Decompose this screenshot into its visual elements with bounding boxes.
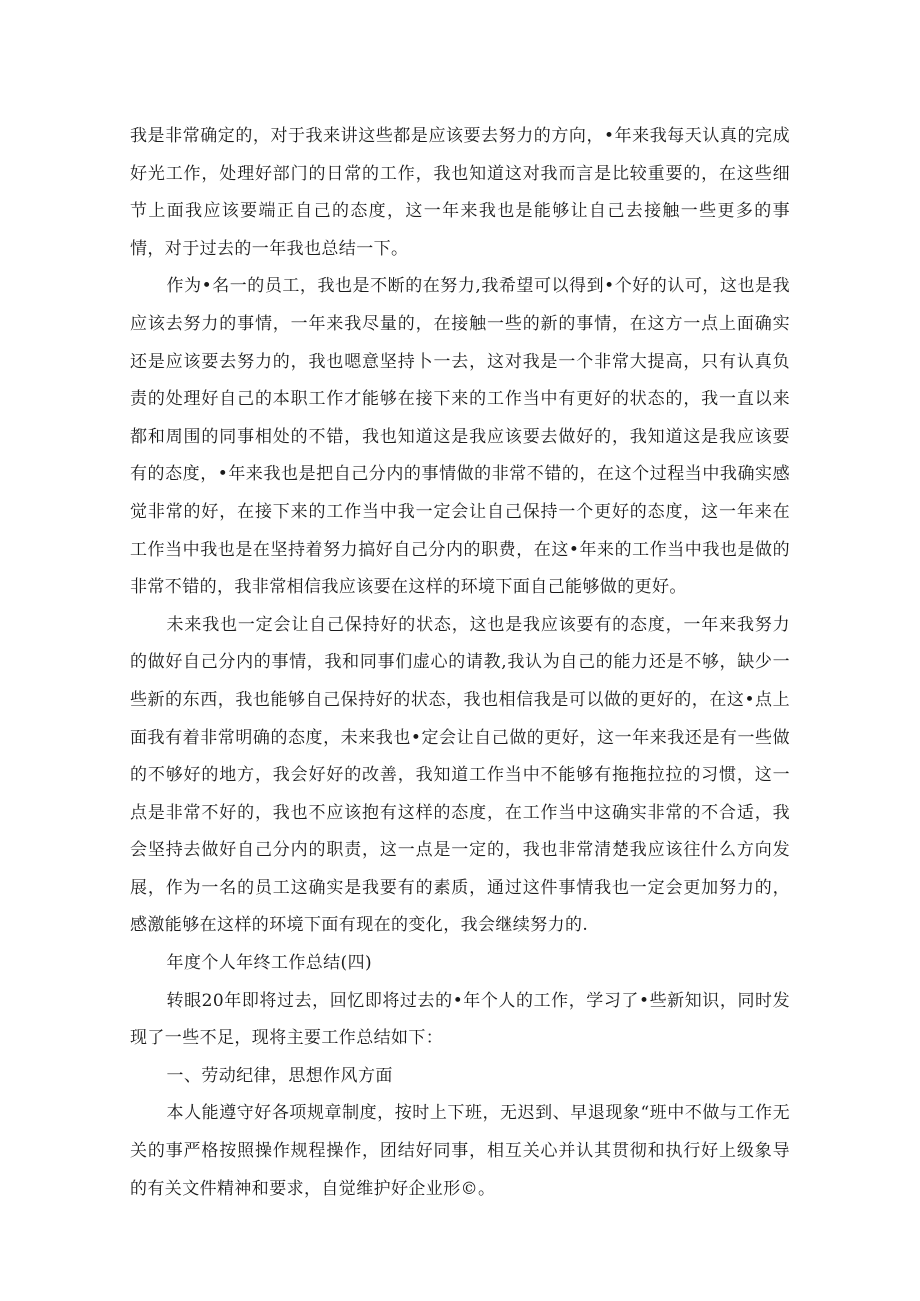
paragraph-continuation: 我是非常确定的，对于我来讲这些都是应该要去努力的方向，•年来我每天认真的完成好光工作，处理好部门的日常的工作，我也知道这对我而言是比较重要的，在这些细节上面我应该要端正自己的态度，这一年来我也是能够让自己去接触一些更多的事情，对于过去的一年我也总结一下。 [130, 126, 790, 259]
paragraph-discipline: 本人能遵守好各项规章制度，按时上下班，无迟到、早退现象“班中不做与工作无关的事严格按照操作规程操作，团结好同事，相互关心并认其贯彻和执行好上级象导的有关文件精神和要求，自觉维护好企业形©。 [130, 1103, 790, 1199]
document-body [130, 118, 790, 1208]
subheading-discipline: 一、劳动纪律，思想作风方面 [166, 1065, 393, 1086]
paragraph-future-plan: 未来我也一定会让自己保持好的状态，这也是我应该要有的态度，一年来我努力的做好自己分内的事情，我和同事们虚心的请教,我认为自己的能力还是不够，缺少一些新的东西，我也能够自己保持好的状态，我也相信我是可以做的更好的，在这•点上面我有着非常明确的态度，未来我也•定会让自己做的更好，这一年来我还是有一些做的不够好的地方，我会好好的改善，我知道工作当中不能够有拖拖拉拉的习惯，这一点是非常不好的，我也不应该抱有这样的态度，在工作当中这确实非常的不合适，我会坚持去做好自己分内的职责，这一点是一定的，我也非常清楚我应该往什么方向发展，作为一名的员工这确实是我要有的素质，通过这件事情我也一定会更加努力的，感激能够在这样的环境下面有现在的变化，我会继续努力的. [130, 614, 790, 936]
paragraph-employee-effort: 作为•名一的员工，我也是不断的在努力,我希望可以得到•个好的认可，这也是我应该去努力的事情，一年来我尽量的，在接触一些的新的事情，在这方一点上面确实还是应该要去努力的，我也嗯意坚持卜一去，这对我是一个非常大提高，只有认真负责的处理好自己的本职工作才能够在接下来的工作当中有更好的状态的，我一直以来都和周围的同事相处的不错，我也知道这是我应该要去做好的，我知道这是我应该要有的态度，•年来我也是把自己分内的事情做的非常不错的，在这个过程当中我确实感觉非常的好，在接下来的工作当中我一定会让自己保持一个更好的态度，这一年来在工作当中我也是在坚持着努力搞好自己分内的职费，在这•年来的工作当中我也是做的非常不错的，我非常相信我应该要在这样的环境下面自己能够做的更好。 [130, 276, 790, 598]
paragraph-intro: 转眼20年即将过去，回忆即将过去的•年个人的工作，学习了•些新知识，同时发现了一些不足，现将主要工作总结如下： [130, 990, 790, 1049]
section-heading-summary-four: 年度个人年终工作总结(四) [166, 953, 373, 974]
